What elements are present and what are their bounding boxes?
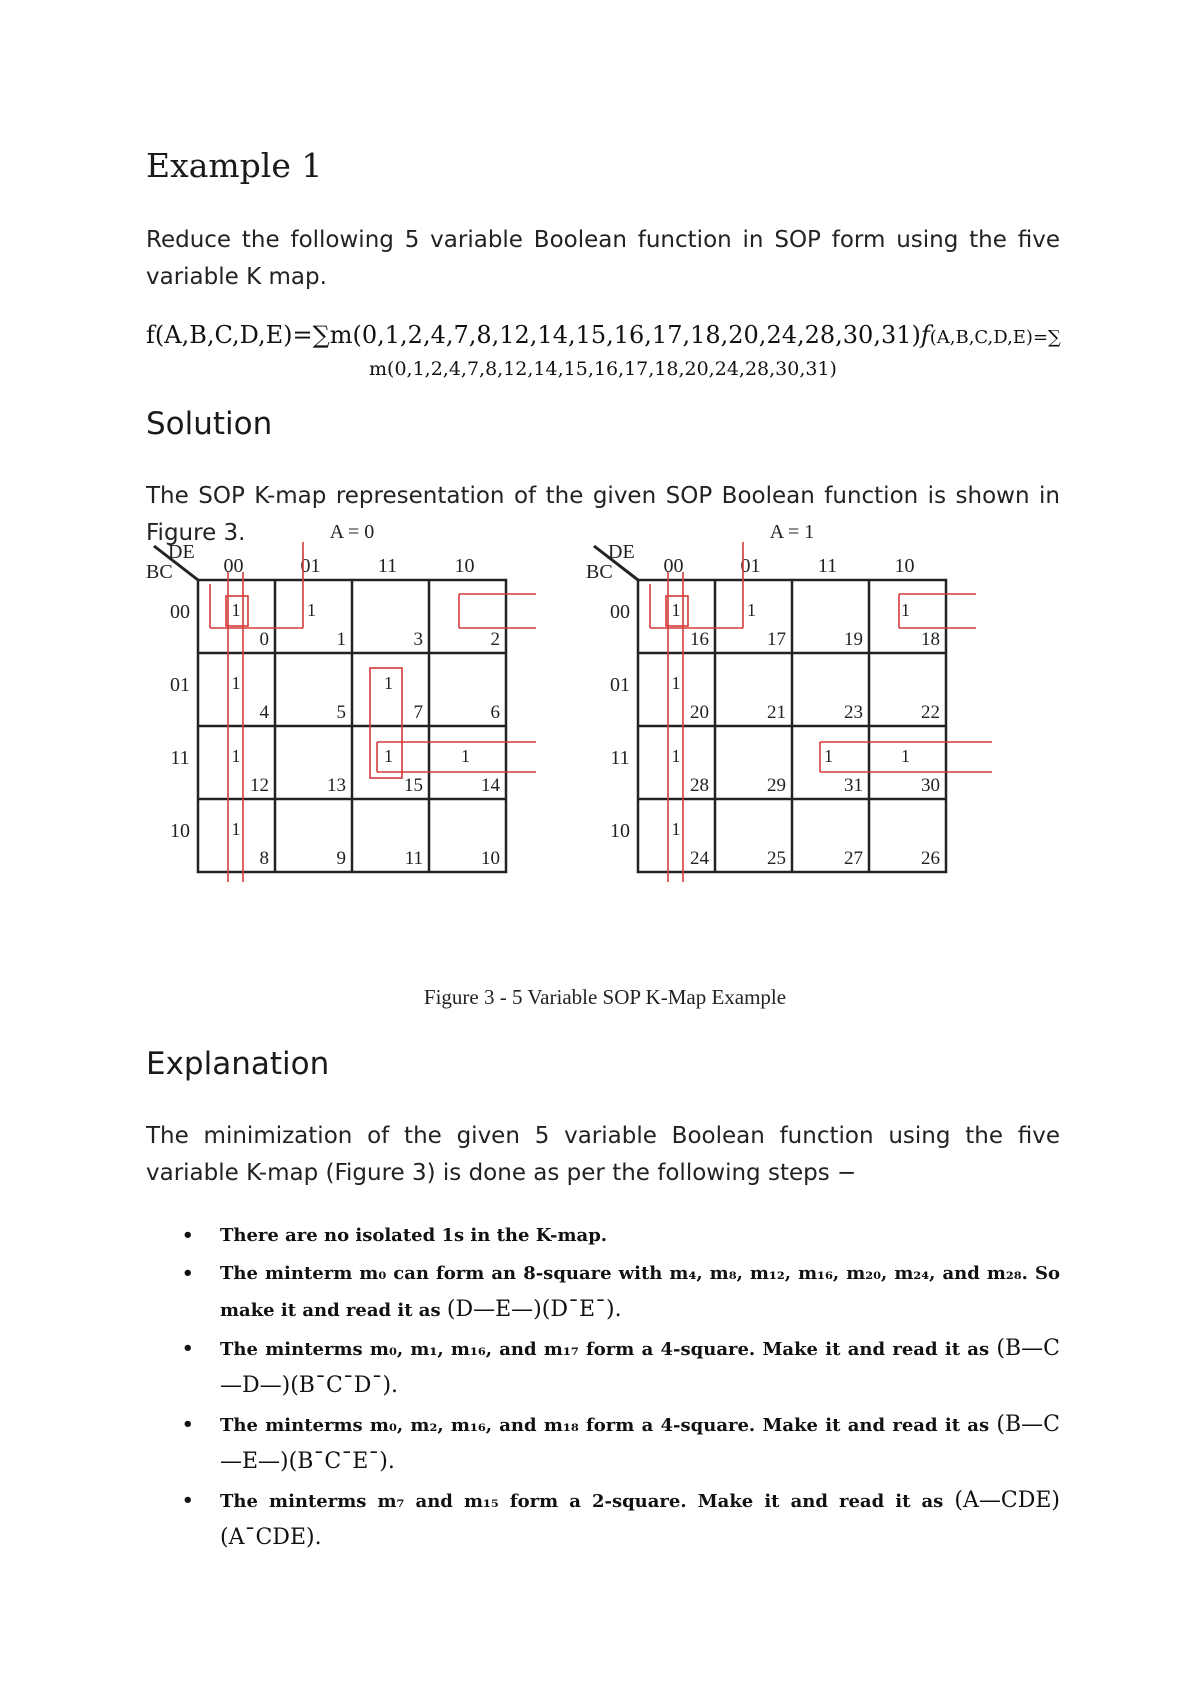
cell-value: 1 — [231, 746, 241, 766]
list-item — [146, 1256, 1060, 1329]
row-var-label: BC — [146, 561, 173, 583]
list-item — [146, 1218, 1060, 1254]
cell-index: 31 — [844, 775, 863, 796]
map-title: A = 0 — [329, 521, 375, 543]
formula-alt-lhs: f — [920, 321, 930, 349]
cell-index: 10 — [481, 848, 500, 869]
cell-index: 16 — [690, 629, 709, 650]
cell-index: 29 — [767, 775, 786, 796]
row-header: 10 — [170, 820, 190, 842]
list-item — [146, 1407, 1060, 1481]
figure-caption: Figure 3 - 5 Variable SOP K-Map Example — [423, 985, 787, 1009]
intro-paragraph: Reduce the following 5 variable Boolean function in SOP form using the five variable K map. — [146, 227, 1060, 290]
cell-value: 1 — [384, 673, 393, 693]
cell-index: 4 — [259, 702, 269, 723]
cell-index: 22 — [921, 702, 940, 723]
row-header: 00 — [610, 601, 630, 623]
row-header: 11 — [610, 747, 630, 769]
cell-index: 24 — [690, 848, 709, 869]
example-title: Example 1 — [146, 146, 323, 185]
cell-index: 9 — [336, 848, 346, 869]
kmap-figure — [146, 521, 1060, 1009]
cell-index: 18 — [921, 629, 940, 650]
col-var-label: DE — [168, 541, 195, 563]
list-item — [146, 1483, 1060, 1557]
cell-index: 11 — [404, 848, 423, 869]
cell-value: 1 — [671, 819, 681, 839]
step-2-expr: (D—E—)(D¯E¯). — [446, 1297, 622, 1322]
cell-index: 13 — [327, 775, 346, 796]
cell-index: 27 — [844, 848, 863, 869]
cell-index: 7 — [413, 702, 423, 723]
cell-index: 19 — [844, 629, 863, 650]
col-header: 01 — [740, 555, 761, 577]
step-5-expr: (A—CDE)(A¯CDE). — [220, 1488, 1060, 1550]
row-header: 01 — [610, 674, 630, 696]
formula-line-2: m(0,1,2,4,7,8,12,14,15,16,17,18,20,24,28,30,31) — [369, 358, 837, 380]
kmap-a1 — [586, 521, 992, 882]
cell-value: 1 — [231, 819, 241, 839]
cell-value: 1 — [671, 600, 681, 620]
cell-value: 1 — [461, 746, 470, 766]
cell-index: 6 — [490, 702, 500, 723]
kmap-a0 — [146, 521, 536, 882]
boolean-function-formula — [146, 318, 1060, 383]
col-header: 00 — [663, 555, 684, 577]
steps-list — [146, 1218, 1060, 1559]
explanation-paragraph: The minimization of the given 5 variable Boolean function using the five variable K-map (Figure 3) is done as per the following steps − — [146, 1123, 1060, 1186]
cell-index: 25 — [767, 848, 786, 869]
col-header: 10 — [894, 555, 915, 577]
cell-index: 20 — [690, 702, 709, 723]
cell-index: 12 — [250, 775, 269, 796]
step-1-text: There are no isolated 1s in the K-map. — [220, 1225, 608, 1246]
formula-main: f(A,B,C,D,E)=∑m(0,1,2,4,7,8,12,14,15,16,17,18,20,24,28,30,31) — [146, 321, 921, 349]
col-header: 11 — [377, 555, 398, 577]
cell-value: 1 — [307, 600, 316, 620]
formula-alt-args: (A,B,C,D,E)=∑ — [929, 327, 1061, 348]
col-header: 01 — [300, 555, 321, 577]
cell-value: 1 — [671, 673, 681, 693]
cell-index: 0 — [259, 629, 269, 650]
solution-paragraph: The SOP K-map representation of the given SOP Boolean function is shown in Figure 3. — [146, 483, 1060, 546]
cell-index: 21 — [767, 702, 786, 723]
cell-value: 1 — [671, 746, 681, 766]
col-header: 10 — [454, 555, 475, 577]
solution-heading: Solution — [146, 406, 273, 442]
cell-index: 8 — [259, 848, 269, 869]
cell-value: 1 — [824, 746, 833, 766]
col-header: 11 — [817, 555, 838, 577]
cell-index: 17 — [767, 629, 786, 650]
row-header: 00 — [170, 601, 190, 623]
cell-index: 1 — [336, 629, 346, 650]
cell-index: 2 — [490, 629, 500, 650]
cell-index: 30 — [921, 775, 940, 796]
cell-index: 23 — [844, 702, 863, 723]
cell-index: 28 — [690, 775, 709, 796]
step-5-text: The minterms m₇ and m₁₅ form a 2-square. Make it and read it as — [220, 1491, 944, 1512]
col-header: 00 — [223, 555, 244, 577]
cell-index: 5 — [336, 702, 346, 723]
map-title: A = 1 — [769, 521, 815, 543]
col-var-label: DE — [608, 541, 635, 563]
step-2-text: The minterm m₀ can form an 8-square with m₄, m₈, m₁₂, m₁₆, m₂₀, m₂₄, and m₂₈. So make it and read it as — [220, 1263, 1060, 1321]
step-3-text: The minterms m₀, m₁, m₁₆, and m₁₇ form a 4-square. Make it and read it as — [220, 1339, 990, 1360]
cell-value: 1 — [384, 746, 393, 766]
list-item — [146, 1331, 1060, 1405]
cell-value: 1 — [231, 673, 241, 693]
row-var-label: BC — [586, 561, 613, 583]
cell-value: 1 — [231, 600, 241, 620]
row-header: 10 — [610, 820, 630, 842]
row-header: 11 — [170, 747, 190, 769]
cell-index: 26 — [921, 848, 940, 869]
explanation-heading: Explanation — [146, 1046, 330, 1082]
kmap-figure-svg — [146, 521, 1060, 1009]
cell-index: 14 — [481, 775, 500, 796]
cell-value: 1 — [747, 600, 756, 620]
step-3-expr: (B—C—D—)(B¯C¯D¯). — [220, 1336, 1060, 1398]
cell-index: 3 — [413, 629, 423, 650]
cell-value: 1 — [901, 746, 910, 766]
step-4-text: The minterms m₀, m₂, m₁₆, and m₁₈ form a 4-square. Make it and read it as — [220, 1415, 990, 1436]
row-header: 01 — [170, 674, 190, 696]
step-4-expr: (B—C—E—)(B¯C¯E¯). — [220, 1412, 1060, 1474]
cell-index: 15 — [404, 775, 423, 796]
cell-value: 1 — [901, 600, 910, 620]
